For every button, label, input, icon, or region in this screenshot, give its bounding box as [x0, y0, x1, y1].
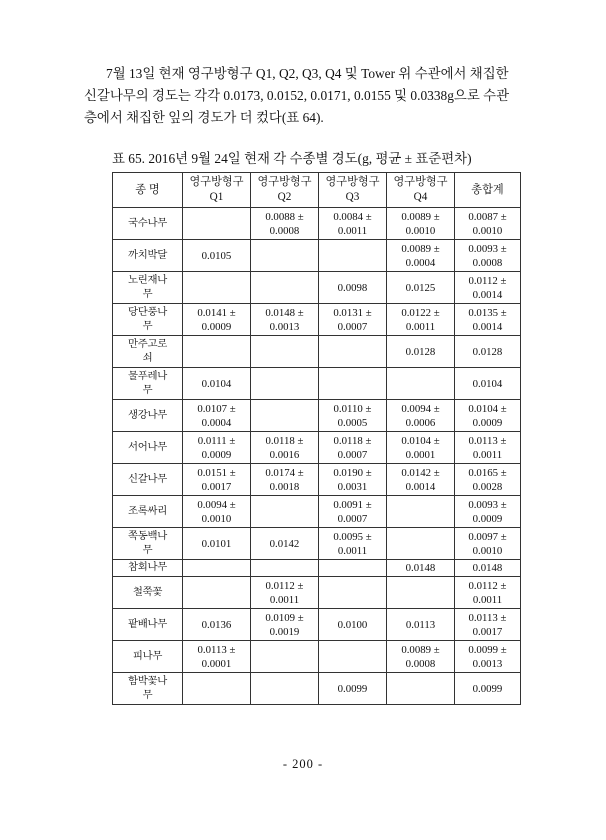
- sd-value: 0.0013: [472, 657, 503, 670]
- species-name-line: 함박꽃나: [128, 675, 167, 687]
- sd-value: 0.0014: [472, 288, 503, 301]
- sd-value: 0.0028: [472, 480, 503, 493]
- species-name-cell: [113, 240, 183, 272]
- sd-value: 0.0014: [405, 480, 436, 493]
- value-cell: [387, 240, 455, 272]
- value-cell: [183, 464, 251, 496]
- value-cell: [387, 400, 455, 432]
- mean-value: 0.0118 ±: [265, 434, 304, 447]
- species-name-cell: [113, 400, 183, 432]
- species-name-line: 철쭉꽃: [132, 586, 163, 598]
- value-cell: [319, 528, 387, 560]
- species-name-line: 노린재나: [128, 274, 167, 286]
- value-cell: [183, 577, 251, 609]
- paragraph-line-1: 7월 13일 현재 영구방형구 Q1, Q2, Q3, Q4 및 Tower 위 수관에서 채집한: [106, 66, 509, 81]
- mean-value: 0.0118 ±: [333, 434, 372, 447]
- sd-value: 0.0007: [337, 320, 368, 333]
- value-cell: [251, 336, 319, 368]
- species-name-line: 쇠: [142, 352, 153, 364]
- species-name-cell: [113, 528, 183, 560]
- sd-value: 0.0009: [201, 320, 232, 333]
- mean-value: 0.0113: [405, 618, 436, 631]
- species-name-cell: [113, 609, 183, 641]
- value-cell: [251, 673, 319, 705]
- sd-value: 0.0019: [269, 625, 300, 638]
- sd-value: 0.0014: [472, 320, 503, 333]
- species-name-cell: [113, 673, 183, 705]
- mean-value: 0.0112 ±: [468, 579, 507, 592]
- sd-value: 0.0010: [201, 512, 232, 525]
- sd-value: 0.0008: [405, 657, 436, 670]
- value-cell: [251, 272, 319, 304]
- value-cell: [251, 432, 319, 464]
- header-line: Q4: [413, 191, 428, 203]
- sd-value: 0.0006: [405, 416, 436, 429]
- value-cell: [455, 400, 521, 432]
- mean-value: 0.0141 ±: [197, 306, 236, 319]
- value-cell: [319, 609, 387, 641]
- sd-value: 0.0017: [472, 625, 503, 638]
- value-cell: [319, 240, 387, 272]
- species-name-line: 물푸레나: [128, 370, 167, 382]
- mean-value: 0.0100: [337, 618, 368, 631]
- mean-value: 0.0084 ±: [333, 210, 372, 223]
- value-cell: [387, 208, 455, 240]
- value-cell: [387, 609, 455, 641]
- species-name-line: 서어나무: [128, 441, 167, 453]
- value-cell: [387, 496, 455, 528]
- value-cell: [251, 400, 319, 432]
- sd-value: 0.0005: [337, 416, 368, 429]
- value-cell: [319, 496, 387, 528]
- value-cell: [251, 304, 319, 336]
- value-cell: [319, 400, 387, 432]
- sd-value: 0.0007: [337, 512, 368, 525]
- mean-value: 0.0113 ±: [197, 643, 236, 656]
- mean-value: 0.0128: [405, 345, 436, 358]
- sd-value: 0.0009: [472, 416, 503, 429]
- sd-value: 0.0004: [405, 256, 436, 269]
- table-row: [113, 577, 521, 609]
- sd-value: 0.0018: [269, 480, 300, 493]
- mean-value: 0.0148 ±: [265, 306, 304, 319]
- table-row: [113, 528, 521, 560]
- table-row: [113, 208, 521, 240]
- table-row: [113, 336, 521, 368]
- sd-value: 0.0016: [269, 448, 300, 461]
- species-name-line: 조록싸리: [128, 505, 167, 517]
- sd-value: 0.0011: [269, 593, 300, 606]
- species-name-cell: [113, 577, 183, 609]
- value-cell: [251, 368, 319, 400]
- value-cell: [183, 272, 251, 304]
- value-cell: [319, 432, 387, 464]
- value-cell: [183, 304, 251, 336]
- header-row: [113, 173, 521, 208]
- column-header: [251, 173, 319, 208]
- table-caption: 표 65. 2016년 9월 24일 현재 각 수종별 경도(g, 평균 ± 표준편차): [112, 151, 472, 166]
- mean-value: 0.0112 ±: [265, 579, 304, 592]
- sd-value: 0.0011: [337, 544, 368, 557]
- hardness-table: [112, 172, 521, 705]
- sd-value: 0.0011: [472, 448, 503, 461]
- value-cell: [455, 464, 521, 496]
- paragraph-line-2: 신갈나무의 경도는 각각 0.0173, 0.0152, 0.0171, 0.0155 및 0.0338g으로 수관: [84, 88, 510, 103]
- sd-value: 0.0010: [472, 224, 503, 237]
- value-cell: [251, 208, 319, 240]
- sd-value: 0.0008: [269, 224, 300, 237]
- sd-value: 0.0009: [201, 448, 232, 461]
- species-name-line: 까치박달: [128, 249, 167, 261]
- mean-value: 0.0089 ±: [401, 210, 440, 223]
- species-name-line: 당단풍나: [128, 306, 167, 318]
- table-row: [113, 609, 521, 641]
- value-cell: [455, 609, 521, 641]
- value-cell: [319, 641, 387, 673]
- value-cell: [319, 272, 387, 304]
- mean-value: 0.0094 ±: [401, 402, 440, 415]
- value-cell: [183, 432, 251, 464]
- mean-value: 0.0131 ±: [333, 306, 372, 319]
- species-name-cell: [113, 560, 183, 577]
- table-row: [113, 560, 521, 577]
- mean-value: 0.0101: [201, 537, 232, 550]
- mean-value: 0.0105: [201, 249, 232, 262]
- value-cell: [183, 528, 251, 560]
- sd-value: 0.0001: [405, 448, 436, 461]
- value-cell: [319, 673, 387, 705]
- value-cell: [455, 336, 521, 368]
- column-header: [183, 173, 251, 208]
- value-cell: [387, 304, 455, 336]
- value-cell: [183, 336, 251, 368]
- header-line: 종 명: [135, 183, 160, 196]
- mean-value: 0.0089 ±: [401, 242, 440, 255]
- value-cell: [455, 304, 521, 336]
- header-line: 영구방형구: [393, 176, 448, 188]
- sd-value: 0.0010: [472, 544, 503, 557]
- column-header: [455, 173, 521, 208]
- value-cell: [455, 560, 521, 577]
- mean-value: 0.0104: [472, 377, 503, 390]
- table-row: [113, 464, 521, 496]
- value-cell: [183, 609, 251, 641]
- mean-value: 0.0091 ±: [333, 498, 372, 511]
- value-cell: [387, 336, 455, 368]
- mean-value: 0.0095 ±: [333, 530, 372, 543]
- value-cell: [387, 464, 455, 496]
- mean-value: 0.0128: [472, 345, 503, 358]
- species-name-cell: [113, 336, 183, 368]
- species-name-line: 팥배나무: [128, 618, 167, 630]
- sd-value: 0.0007: [337, 448, 368, 461]
- table-body: [113, 208, 521, 705]
- value-cell: [387, 272, 455, 304]
- table-row: [113, 432, 521, 464]
- value-cell: [387, 641, 455, 673]
- mean-value: 0.0099 ±: [468, 643, 507, 656]
- mean-value: 0.0142: [269, 537, 300, 550]
- value-cell: [183, 368, 251, 400]
- value-cell: [455, 577, 521, 609]
- value-cell: [387, 577, 455, 609]
- species-name-line: 신갈나무: [128, 473, 167, 485]
- header-line: Q3: [345, 191, 360, 203]
- mean-value: 0.0174 ±: [265, 466, 304, 479]
- species-name-line: 피나무: [132, 650, 163, 662]
- sd-value: 0.0008: [472, 256, 503, 269]
- table-row: [113, 673, 521, 705]
- table-row: [113, 304, 521, 336]
- mean-value: 0.0135 ±: [468, 306, 507, 319]
- value-cell: [455, 432, 521, 464]
- value-cell: [455, 673, 521, 705]
- table-row: [113, 240, 521, 272]
- body-paragraph: [84, 63, 536, 129]
- species-name-cell: [113, 368, 183, 400]
- mean-value: 0.0165 ±: [468, 466, 507, 479]
- table-header: [113, 173, 521, 208]
- species-name-line: 만주고로: [128, 338, 167, 350]
- species-name-cell: [113, 464, 183, 496]
- species-name-line: 참회나무: [128, 562, 167, 573]
- value-cell: [319, 304, 387, 336]
- mean-value: 0.0107 ±: [197, 402, 236, 415]
- value-cell: [455, 272, 521, 304]
- mean-value: 0.0142 ±: [401, 466, 440, 479]
- value-cell: [319, 336, 387, 368]
- value-cell: [455, 496, 521, 528]
- species-name-cell: [113, 641, 183, 673]
- mean-value: 0.0098: [337, 281, 368, 294]
- species-name-line: 생강나무: [128, 409, 167, 421]
- mean-value: 0.0104: [201, 377, 232, 390]
- mean-value: 0.0113 ±: [468, 434, 507, 447]
- value-cell: [183, 641, 251, 673]
- value-cell: [251, 609, 319, 641]
- mean-value: 0.0104 ±: [468, 402, 507, 415]
- species-name-line: 무: [142, 320, 153, 332]
- value-cell: [319, 560, 387, 577]
- value-cell: [455, 641, 521, 673]
- header-line: 영구방형구: [257, 176, 312, 188]
- header-line: 총합계: [471, 183, 504, 196]
- mean-value: 0.0122 ±: [401, 306, 440, 319]
- mean-value: 0.0151 ±: [197, 466, 236, 479]
- value-cell: [251, 560, 319, 577]
- value-cell: [251, 641, 319, 673]
- value-cell: [455, 368, 521, 400]
- sd-value: 0.0031: [337, 480, 368, 493]
- mean-value: 0.0136: [201, 618, 232, 631]
- mean-value: 0.0099: [472, 682, 503, 695]
- sd-value: 0.0011: [472, 593, 503, 606]
- value-cell: [319, 368, 387, 400]
- value-cell: [251, 464, 319, 496]
- sd-value: 0.0011: [337, 224, 368, 237]
- mean-value: 0.0093 ±: [468, 242, 507, 255]
- column-header: [319, 173, 387, 208]
- value-cell: [387, 432, 455, 464]
- mean-value: 0.0093 ±: [468, 498, 507, 511]
- table-row: [113, 368, 521, 400]
- mean-value: 0.0094 ±: [197, 498, 236, 511]
- column-header: [387, 173, 455, 208]
- sd-value: 0.0001: [201, 657, 232, 670]
- sd-value: 0.0013: [269, 320, 300, 333]
- sd-value: 0.0011: [405, 320, 436, 333]
- paragraph-line-3: 층에서 채집한 잎의 경도가 더 컸다(표 64).: [84, 110, 324, 125]
- value-cell: [251, 496, 319, 528]
- value-cell: [251, 528, 319, 560]
- mean-value: 0.0190 ±: [333, 466, 372, 479]
- page-number: - 200 -: [282, 757, 324, 771]
- table-row: [113, 272, 521, 304]
- species-name-cell: [113, 272, 183, 304]
- value-cell: [251, 240, 319, 272]
- mean-value: 0.0089 ±: [401, 643, 440, 656]
- sd-value: 0.0010: [405, 224, 436, 237]
- value-cell: [319, 464, 387, 496]
- value-cell: [455, 528, 521, 560]
- species-name-line: 쪽동백나: [128, 530, 167, 542]
- value-cell: [183, 496, 251, 528]
- mean-value: 0.0109 ±: [265, 611, 304, 624]
- sd-value: 0.0004: [201, 416, 232, 429]
- value-cell: [183, 560, 251, 577]
- table-row: [113, 400, 521, 432]
- value-cell: [183, 208, 251, 240]
- value-cell: [387, 673, 455, 705]
- sd-value: 0.0009: [472, 512, 503, 525]
- sd-value: 0.0017: [201, 480, 232, 493]
- mean-value: 0.0148: [405, 562, 436, 574]
- species-name-line: 무: [142, 288, 153, 300]
- mean-value: 0.0148: [472, 562, 503, 574]
- header-line: 영구방형구: [189, 176, 244, 188]
- mean-value: 0.0088 ±: [265, 210, 304, 223]
- mean-value: 0.0104 ±: [401, 434, 440, 447]
- value-cell: [183, 673, 251, 705]
- mean-value: 0.0110 ±: [333, 402, 372, 415]
- table-row: [113, 641, 521, 673]
- header-line: Q2: [277, 191, 292, 203]
- species-name-line: 무: [142, 384, 153, 396]
- header-line: 영구방형구: [325, 176, 380, 188]
- value-cell: [183, 240, 251, 272]
- value-cell: [251, 577, 319, 609]
- value-cell: [455, 240, 521, 272]
- column-header-species: [113, 173, 183, 208]
- value-cell: [319, 208, 387, 240]
- header-line: Q1: [209, 191, 224, 203]
- species-name-cell: [113, 304, 183, 336]
- species-name-line: 국수나무: [128, 217, 167, 229]
- species-name-cell: [113, 432, 183, 464]
- species-name-line: 무: [142, 544, 153, 556]
- mean-value: 0.0111 ±: [197, 434, 236, 447]
- value-cell: [387, 528, 455, 560]
- species-name-cell: [113, 496, 183, 528]
- value-cell: [387, 560, 455, 577]
- mean-value: 0.0113 ±: [468, 611, 507, 624]
- value-cell: [455, 208, 521, 240]
- mean-value: 0.0099: [337, 682, 368, 695]
- table-row: [113, 496, 521, 528]
- species-name-cell: [113, 208, 183, 240]
- mean-value: 0.0087 ±: [468, 210, 507, 223]
- mean-value: 0.0125: [405, 281, 436, 294]
- mean-value: 0.0097 ±: [468, 530, 507, 543]
- value-cell: [183, 400, 251, 432]
- species-name-line: 무: [142, 689, 153, 701]
- value-cell: [319, 577, 387, 609]
- mean-value: 0.0112 ±: [468, 274, 507, 287]
- value-cell: [387, 368, 455, 400]
